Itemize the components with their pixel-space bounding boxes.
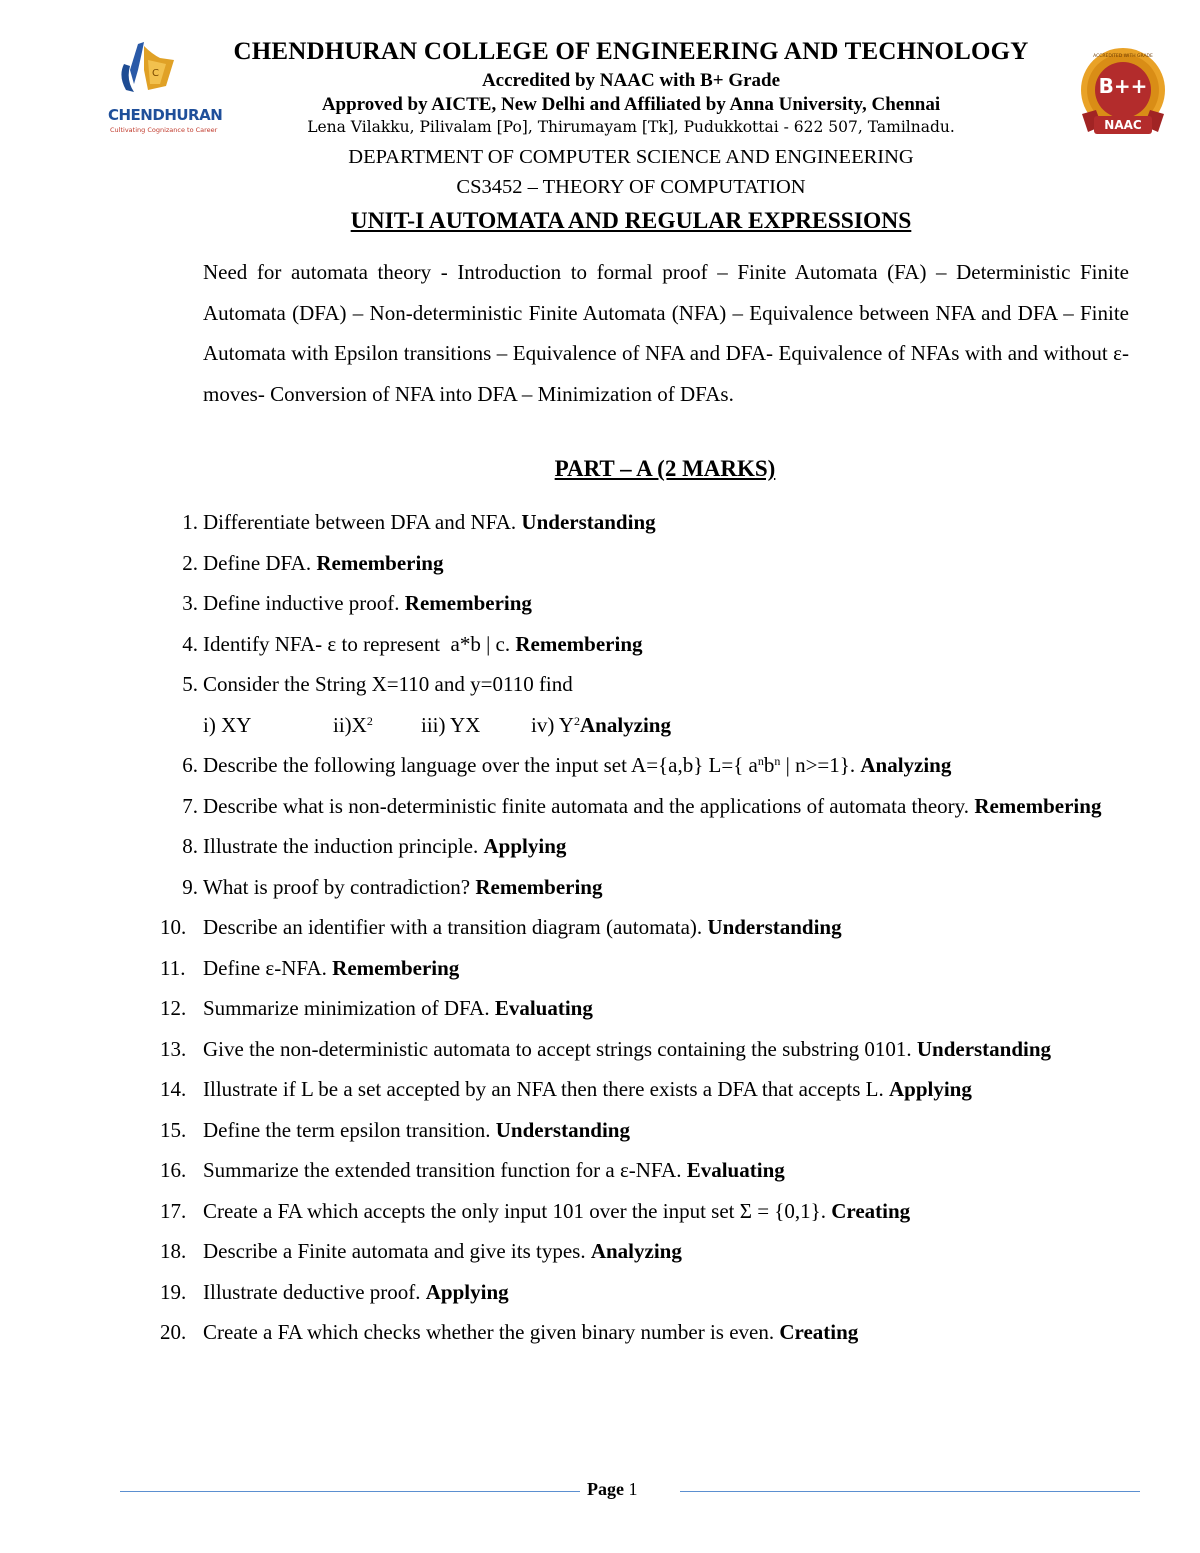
question-11: [160, 948, 1130, 989]
question-number: 4.: [182, 631, 198, 656]
bloom-level: Applying: [888, 1077, 972, 1101]
question-19: [160, 1272, 1130, 1313]
question-text-end: | n>=1}.: [780, 753, 861, 777]
question-text: Describe what is non-deterministic finite automata and the applications of automata theory.: [203, 793, 975, 818]
question-17: [160, 1191, 1130, 1232]
question-4: [160, 624, 1130, 665]
question-1: [160, 502, 1130, 543]
bloom-level: Creating: [831, 1198, 911, 1223]
naac-badge: [1074, 44, 1172, 144]
question-number: 5.: [182, 672, 198, 696]
college-logo-tagline: Cultivating Cognizance to Career: [110, 126, 218, 134]
question-text: Define the term epsilon transition.: [203, 1117, 496, 1142]
question-text: Summarize minimization of DFA.: [203, 996, 495, 1020]
bloom-level: Creating: [779, 1320, 859, 1344]
question-5-parts: [160, 705, 1130, 746]
question-number: 16.: [160, 1158, 187, 1182]
question-number: 1.: [182, 510, 198, 534]
question-text: Illustrate the induction principle.: [203, 834, 484, 858]
question-text: Define ε-NFA.: [203, 955, 333, 980]
approval: Approved by AICTE, New Delhi and Affiliated by Anna University, Chennai: [321, 94, 941, 115]
question-text: Create a FA which accepts the only input 101 over the input set Σ = {0,1}.: [203, 1198, 832, 1223]
department: DEPARTMENT OF COMPUTER SCIENCE AND ENGINEERING: [348, 146, 914, 168]
question-text: Summarize the extended transition function for a ε-NFA.: [203, 1158, 687, 1182]
footer-divider-right: [680, 1491, 1140, 1492]
naac-org: NAAC: [1104, 118, 1142, 132]
address: Lena Vilakku, Pilivalam [Po], Thirumayam [Tk], Pudukkottai - 622 507, Tamilnadu.: [307, 118, 955, 136]
q5-part-ii-exp: 2: [366, 713, 373, 728]
question-text: Illustrate deductive proof.: [203, 1279, 426, 1304]
unit-title: UNIT-I AUTOMATA AND REGULAR EXPRESSIONS: [350, 208, 912, 234]
question-text: Identify NFA- ε to represent a*b | c.: [203, 631, 516, 656]
q5-part-iii: iii) YX: [421, 712, 481, 737]
question-text: Describe an identifier with a transition diagram (automata).: [203, 915, 708, 939]
bloom-level: Remembering: [515, 631, 643, 656]
question-14: [160, 1069, 1130, 1110]
part-a-title: PART – A (2 MARKS): [554, 456, 776, 481]
question-text: Describe the following language over the input set A={a,b} L={ a: [203, 753, 758, 777]
question-8: [160, 826, 1130, 867]
question-text: Create a FA which checks whether the given binary number is even.: [203, 1320, 780, 1344]
bloom-level: Remembering: [404, 591, 532, 615]
bloom-level: Understanding: [495, 1117, 630, 1142]
question-7: [160, 786, 1130, 827]
accreditation: Accredited by NAAC with B+ Grade: [481, 70, 781, 91]
page-number-value: 1: [628, 1479, 638, 1499]
question-9: [160, 867, 1130, 908]
bloom-level: Remembering: [332, 955, 460, 980]
question-text: Consider the String X=110 and y=0110 find: [203, 672, 573, 696]
q5-part-ii: [333, 705, 421, 746]
question-6: [160, 745, 1130, 786]
question-text: Define DFA.: [203, 550, 317, 575]
question-number: 7.: [182, 793, 198, 818]
page-label: Page: [587, 1479, 629, 1499]
exponent: n: [757, 754, 764, 768]
bloom-level: Evaluating: [686, 1158, 785, 1182]
question-number: 20.: [160, 1320, 187, 1344]
question-number: 18.: [160, 1239, 187, 1263]
bloom-level: Analyzing: [579, 712, 671, 737]
q5-part-iv: [531, 705, 671, 746]
question-12: [160, 988, 1130, 1029]
question-number: 9.: [182, 874, 198, 899]
question-20: [160, 1312, 1130, 1353]
bloom-level: Remembering: [475, 874, 603, 899]
bloom-level: Evaluating: [494, 996, 593, 1020]
question-13: [160, 1029, 1130, 1070]
page-number: [587, 1479, 637, 1500]
question-text: What is proof by contradiction?: [203, 874, 476, 899]
question-number: 14.: [160, 1077, 187, 1101]
question-number: 15.: [160, 1117, 187, 1142]
part-a-heading: [0, 456, 1200, 482]
question-text: Give the non-deterministic automata to accept strings containing the substring 0101.: [203, 1036, 917, 1061]
question-number: 10.: [160, 915, 187, 939]
footer-divider-left: [120, 1491, 580, 1492]
bloom-level: Understanding: [521, 510, 656, 534]
q5-part-iv-exp: 2: [573, 713, 580, 728]
bloom-level: Remembering: [316, 550, 444, 575]
question-list: [160, 502, 1130, 1353]
bloom-level: Understanding: [916, 1036, 1052, 1061]
question-18: [160, 1231, 1130, 1272]
question-number: 19.: [160, 1279, 187, 1304]
question-2: [160, 543, 1130, 584]
question-10: [160, 907, 1130, 948]
bloom-level: Analyzing: [590, 1239, 682, 1263]
question-3: [160, 583, 1130, 624]
question-number: 6.: [182, 753, 198, 777]
bloom-level: Understanding: [707, 915, 842, 939]
exponent: n: [774, 754, 781, 768]
q5-part-iv-text: iv) Y: [531, 712, 574, 737]
college-name: CHENDHURAN COLLEGE OF ENGINEERING AND TECHNOLOGY: [233, 38, 1029, 65]
bloom-level: Applying: [483, 834, 567, 858]
question-text: Describe a Finite automata and give its types.: [203, 1239, 591, 1263]
question-text: Differentiate between DFA and NFA.: [203, 510, 522, 534]
bloom-level: Applying: [425, 1279, 509, 1304]
question-number: 11.: [160, 955, 186, 980]
bloom-level: Analyzing: [860, 753, 952, 777]
question-number: 17.: [160, 1198, 187, 1223]
question-5: [160, 664, 1130, 705]
q5-part-i: i) XY: [203, 712, 252, 737]
college-logo: [104, 40, 223, 144]
question-number: 12.: [160, 996, 187, 1020]
naac-ring-text: ACCREDITED WITH GRADE: [1093, 54, 1153, 59]
q5-part-ii-text: ii)X: [333, 712, 367, 737]
question-15: [160, 1110, 1130, 1151]
college-logo-name: CHENDHURAN: [108, 106, 223, 124]
course-title: CS3452 – THEORY OF COMPUTATION: [456, 176, 806, 198]
syllabus-paragraph: Need for automata theory - Introduction to formal proof – Finite Automata (FA) – Deterministic Finite Automata (DFA) – Non-deterministic Finite Automata (NFA) – Equivalence between NFA and DFA – Finite Automata with Epsilon transitions – Equivalence of NFA and DFA- Equivalence of NFAs with and without ε-moves- Conversion of NFA into DFA – Minimization of DFAs.: [203, 260, 1129, 406]
question-number: 2.: [182, 550, 198, 575]
question-text: Define inductive proof.: [203, 591, 405, 615]
question-number: 3.: [182, 591, 198, 615]
naac-grade: B++: [1098, 74, 1148, 98]
svg-text:C: C: [152, 68, 159, 79]
question-text: Illustrate if L be a set accepted by an NFA then there exists a DFA that accepts L.: [203, 1077, 889, 1101]
bloom-level: Remembering: [974, 793, 1102, 818]
question-number: 8.: [182, 834, 198, 858]
question-text-mid: b: [763, 753, 775, 777]
question-16: [160, 1150, 1130, 1191]
question-number: 13.: [160, 1036, 187, 1061]
